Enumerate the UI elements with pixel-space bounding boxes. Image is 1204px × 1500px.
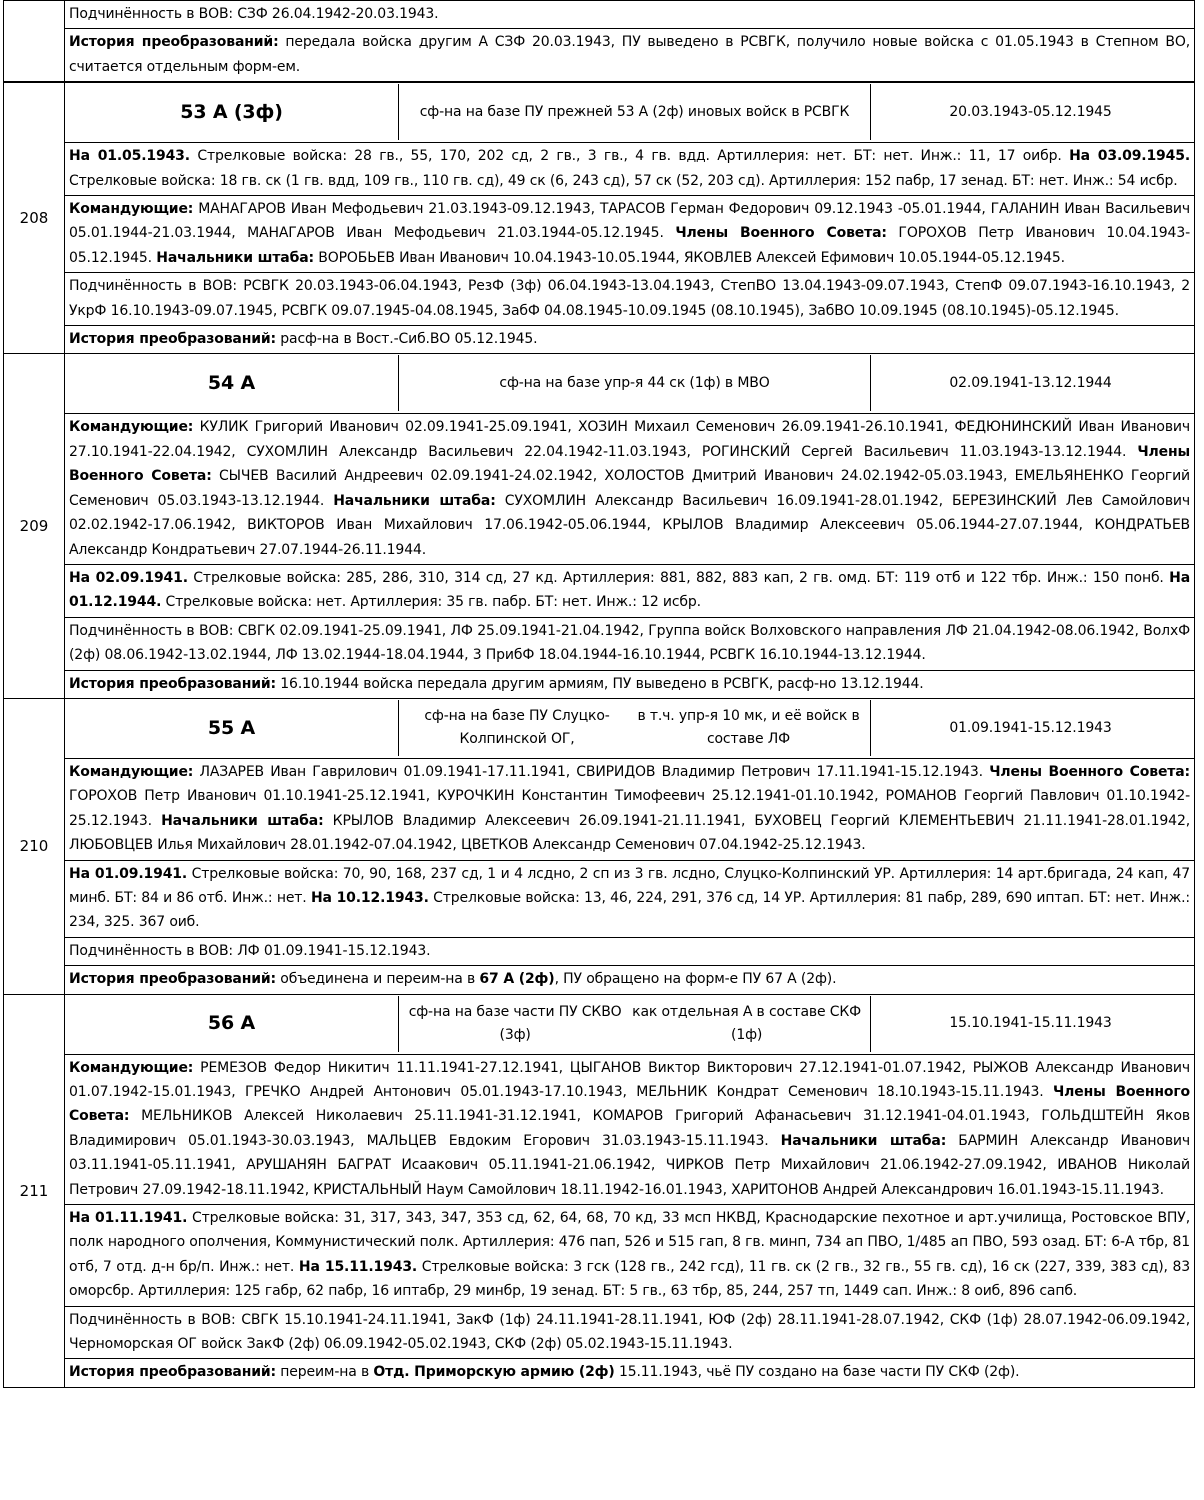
bold-label: На 02.09.1941. [69,569,188,586]
history-text [65,670,1194,698]
bold-label: На 01.12.1944. [69,569,1190,611]
formation-basis-line: сф-на на базе части ПУ СКВО (3ф) [408,1003,622,1043]
text-run: РЕМЕЗОВ Федор Никитич 11.11.1941-27.12.1941, ЦЫГАНОВ Виктор Викторович 27.12.1941-01.07.1942, РЫЖОВ Александр Иванович 01.07.1942-15.01.1943, ГРЕЧКО Андрей Антонович 05.01.1943-17.10.1943, МЕЛЬНИК Кондрат Семенович 18.10.1943-15.11.1943. [69,1059,1190,1100]
text-run: Стрелковые войска: 285, 286, 310, 314 сд, 27 кд. Артиллерия: 881, 882, 883 кап, 2 гв. омд. БТ: 119 отб и 122 тбр. Инж.: 150 понб. [187,569,1170,586]
existence-dates: 15.10.1941-15.11.1943 [949,1015,1112,1032]
text-run: МАНАГАРОВ Иван Мефодьевич 21.03.1943-09.12.1943, ТАРАСОВ Герман Федорович 09.12.1943 -05.01.1944, ГАЛАНИН Иван Васильевич 05.01.1944-21.03.1944, МАНАГАРОВ Иван Мефодьевич 21.03.1944-05.12.1945. [69,201,1190,242]
history-text [65,965,1194,993]
army-name: 53 А (3ф) [65,84,399,140]
subordination-text: Подчинённость в ВОВ: РСВГК 20.03.1943-06.04.1943, РезФ (3ф) 06.04.1943-13.04.1943, СтепВО 13.04.1943-09.07.1943, СтепФ 09.07.1943-16.10.1943, 2 УкрФ 16.10.1943-09.07.1945, РСВГК 09.07.1945-04.08.1945, ЗабФ 04.08.1945-10.09.1945 (08.10.1945), ЗабВО 10.09.1945 (08.10.1945)-05.12.1945. [65,272,1194,325]
table-row [4,1,1195,82]
document-page [3,0,1201,1388]
command-staff [65,1054,1194,1204]
bold-label: Члены Военного Совета: [69,1084,1190,1125]
bold-label: На 03.09.1945. [1069,148,1190,165]
text-run: Стрелковые войска: 70, 90, 168, 237 сд, 1 и 4 лсдно, 2 сп из 3 гв. лсдно, Слуцко-Колпинский УР. Артиллерия: 14 арт.бригада, 24 кап, 47 минб. БТ: 84 и 86 отб. Инж.: нет. [69,865,1190,906]
bold-label: 67 А (2ф) [479,971,555,988]
text-run: 16.10.1944 войска передала другим армиям, ПУ выведено в РСВГК, расф-но 13.12.1944. [276,675,924,692]
bold-label: Члены Военного Совета: [69,443,1190,485]
bold-label: Начальники штаба: [333,492,496,509]
army-name: 55 А [65,700,399,756]
army-header [65,83,1194,142]
entry-number: 211 [4,994,65,1387]
table-row [4,698,1195,994]
bold-label: Отд. Приморскую армию (2ф) [373,1364,615,1381]
text-run: расф-на в Вост.-Сиб.ВО 05.12.1945. [276,331,538,348]
text-run: , ПУ обращено на форм-е ПУ 67 А (2ф). [554,971,837,988]
formation-basis [399,996,871,1052]
entry-cell [65,994,1195,1387]
command-staff [65,413,1194,563]
existence-dates: 01.09.1941-15.12.1943 [949,719,1112,736]
command-staff [65,195,1194,272]
bold-label: Начальники штаба: [161,812,324,829]
formation-basis-line: сф-на на базе ПУ прежней 53 А (2ф) и [419,103,697,120]
entry-cell [65,698,1195,994]
text-run: Стрелковые войска: 28 гв., 55, 170, 202 сд, 2 гв., 3 гв., 4 гв. вдд. Артиллерия: нет. БТ: нет. Инж.: 11, 17 оибр. [189,148,1070,165]
entries-table [3,82,1195,1388]
formation-basis-line: сф-на на базе упр-я 44 ск (1ф) в МВО [499,374,770,391]
subordination-text: Подчинённость в ВОВ: СВГК 02.09.1941-25.09.1941, ЛФ 25.09.1941-21.04.1942, Группа войск Волховского направления ЛФ 21.04.1942-08.06.1942, ВолхФ (2ф) 08.06.1942-13.02.1944, ЛФ 13.02.1944-18.04.1944, 3 ПрибФ 18.04.1944-16.10.1944, РСВГК 16.10.1944-13.12.1944. [65,617,1194,670]
bold-label: Члены Военного Совета: [989,763,1190,780]
command-staff [65,758,1194,860]
bold-label: История преобразований: [69,971,276,988]
army-name: 56 А [65,996,399,1052]
bold-label: История преобразований: [69,675,276,692]
text-run: КУЛИК Григорий Иванович 02.09.1941-25.09.1941, ХОЗИН Михаил Семенович 26.09.1941-26.10.1941, ФЕДЮНИНСКИЙ Иван Иванович 27.10.1941-22.04.1942, СУХОМЛИН Александр Васильевич 22.04.1942-11.03.1943, РОГИНСКИЙ Сергей Васильевич 11.03.1943-13.12.1944. [69,419,1190,460]
text-run: Стрелковые войска: нет. Артиллерия: 35 гв. пабр. БТ: нет. Инж.: 12 исбр. [161,594,701,611]
subordination-text: Подчинённость в ВОВ: ЛФ 01.09.1941-15.12.1943. [65,937,1194,965]
bold-label: На 15.11.1943. [298,1258,418,1275]
subordination-text: Подчинённость в ВОВ: СЗФ 26.04.1942-20.03.1943. [69,6,439,22]
history-text [65,325,1194,353]
army-header [65,699,1194,758]
bold-label: Командующие: [69,419,194,436]
bold-label: На 01.05.1943. [69,148,190,165]
bold-label: История преобразований: [69,1364,276,1381]
bold-label: Начальники штаба: [156,249,314,266]
text-run: Стрелковые войска: 13, 46, 224, 291, 376 сд, 14 УР. Артиллерия: 81 пабр, 289, 690 иптап. БТ: нет. Инж.: 234, 325. 367 оиб. [69,889,1190,931]
text-run: ГОРОХОВ Петр Иванович 10.04.1943-05.12.1945. [69,225,1190,266]
formation-basis-line: как отдельная А в составе СКФ (1ф) [632,1003,862,1043]
text-run: 15.11.1943, чьё ПУ создано на базе части ПУ СКФ (2ф). [614,1364,1020,1381]
bold-label: На 01.09.1941. [69,865,188,882]
formation-basis-line: новых войск в РСВГК [696,103,850,120]
text-run: Стрелковые войска: 31, 317, 343, 347, 353 сд, 62, 64, 68, 70 кд, 33 мсп НКВД, Краснодарские пехотное и арт.училища, Ростовское ВПУ, полк народного ополчения, Коммунистический полк. Артиллерия: 476 пап, 526 и 515 гап, 8 гв. минп, 734 ап ПВО, 1/485 ап ПВО, 593 озад. БТ: 6-А тбр, 81 отб, 7 отд. д-н бр/п. Инж.: нет. [69,1210,1190,1275]
table-row [4,354,1195,698]
bold-label: Члены Военного Совета: [675,225,887,242]
army-name: 54 А [65,355,399,411]
history-label: История преобразований: [69,34,279,51]
text-run: Стрелковые войска: 18 гв. ск (1 гв. вдд, 109 гв., 110 гв. сд), 49 ск (6, 243 сд), 57 ск (52, 203 сд). Артиллерия: 152 пабр, 17 зенад. БТ: нет. Инж.: 54 исбр. [69,172,1178,189]
bold-label: Начальники штаба: [780,1132,947,1149]
text-run: объединена и переим-на в [276,971,480,988]
text-run: СУХОМЛИН Александр Васильевич 16.09.1941-28.01.1942, БЕРЕЗИНСКИЙ Лев Самойлович 02.02.1942-17.06.1942, ВИКТОРОВ Иван Михайлович 17.06.1942-05.06.1944, КРЫЛОВ Владимир Алексеевич 05.06.1944-27.07.1944, КОНДРАТЬЕВ Александр Кондратьевич 27.07.1944-26.11.1944. [69,492,1190,558]
forces-composition [65,142,1194,195]
history-text [65,28,1194,81]
bold-label: История преобразований: [69,331,276,348]
text-run: ГОРОХОВ Петр Иванович 01.10.1941-25.12.1941, КУРОЧКИН Константин Тимофеевич 25.12.1941-01.10.1942, РОМАНОВ Георгий Павлович 01.10.1942-25.12.1943. [69,788,1190,829]
text-run: Стрелковые войска: 3 гск (128 гв., 242 гсд), 11 гв. ск (2 гв., 32 гв., 55 гв. сд), 16 ск (227, 339, 383 сд), 83 оморсбр. Артиллерия: 125 габр, 62 пабр, 16 иптабр, 29 минбр, 19 зенад. БТ: 5 гв., 63 тбр, 85, 244, 257 тп, 1449 сап. Инж.: 8 оиб, 896 сапб. [69,1258,1191,1300]
formation-basis [399,355,871,411]
entry-number: 210 [4,698,65,994]
forces-composition [65,860,1194,937]
bold-label: Командующие: [69,1059,194,1076]
history-text [65,1358,1194,1386]
table-row [4,994,1195,1387]
text-run: ЛАЗАРЕВ Иван Гаврилович 01.09.1941-17.11.1941, СВИРИДОВ Владимир Петрович 17.11.1941-15.12.1943. [193,763,990,780]
row-number-cell [4,1,65,82]
entry-cell [65,83,1195,354]
forces-composition [65,1204,1194,1306]
history-body: передала войска другим А СЗФ 20.03.1943, ПУ выведено в РСВГК, получило новые войска с 01.05.1943 в Степном ВО, считается отдельным форм-ем. [69,34,1190,75]
existence-dates: 20.03.1943-05.12.1945 [949,104,1112,121]
entry-number: 209 [4,354,65,698]
entry-number: 208 [4,83,65,354]
formation-basis [399,700,871,756]
text-run: БАРМИН Александр Иванович 03.11.1941-05.11.1941, АРУШАНЯН БАГРАТ Исаакович 05.11.1941-21.06.1942, ЧИРКОВ Петр Михайлович 21.06.1942-27.09.1942, ИВАНОВ Николай Петрович 27.09.1942-18.11.1942, КРИСТАЛЬНЫЙ Наум Самойлович 18.11.1942-16.01.1943, ХАРИТОНОВ Андрей Александрович 16.01.1943-15.11.1943. [69,1132,1190,1198]
armies-table [3,0,1195,82]
formation-basis-line: сф-на на базе ПУ Слуцко-Колпинской ОГ, [424,707,610,747]
bold-label: На 10.12.1943. [310,889,429,906]
entry-cell [65,354,1195,698]
subordination-text: Подчинённость в ВОВ: СВГК 15.10.1941-24.11.1941, ЗакФ (1ф) 24.11.1941-28.11.1941, ЮФ (2ф) 28.11.1941-28.07.1942, СКФ (1ф) 28.07.1942-06.09.1942, Черноморская ОГ войск ЗакФ (2ф) 06.09.1942-05.02.1943, СКФ (2ф) 05.02.1943-15.11.1943. [65,1306,1194,1359]
bold-label: На 01.11.1941. [69,1210,188,1227]
text-run: СЫЧЕВ Василий Андреевич 02.09.1941-24.02.1942, ХОЛОСТОВ Дмитрий Иванович 24.02.1942-05.03.1943, ЕМЕЛЬЯНЕНКО Георгий Семенович 05.03.1943-13.12.1944. [69,468,1190,509]
text-run: переим-на в [276,1364,374,1381]
existence-dates: 02.09.1941-13.12.1944 [949,375,1112,392]
text-run: ВОРОБЬЕВ Иван Иванович 10.04.1943-10.05.1944, ЯКОВЛЕВ Алексей Ефимович 10.05.1944-05.12.1945. [313,249,1065,266]
entry-cell [65,1,1195,82]
forces-composition [65,564,1194,617]
bold-label: Командующие: [69,201,194,218]
table-row [4,83,1195,354]
bold-label: Командующие: [69,763,194,780]
army-header [65,995,1194,1054]
formation-basis-line: в т.ч. упр-я 10 мк, и её войск в составе ЛФ [637,707,860,747]
text-run: КРЫЛОВ Владимир Алексеевич 26.09.1941-21.11.1941, БУХОВЕЦ Георгий КЛЕМЕНТЬЕВИЧ 21.11.1941-28.01.1942, ЛЮБОВЦЕВ Илья Михайлович 28.01.1942-07.04.1942, ЦВЕТКОВ Александр Семенович 07.04.1942-25.12.1943. [69,812,1190,854]
army-header [65,354,1194,413]
formation-basis [399,84,871,140]
text-run: МЕЛЬНИКОВ Алексей Николаевич 25.11.1941-31.12.1941, КОМАРОВ Григорий Афанасьевич 31.12.1941-04.01.1943, ГОЛЬДШТЕЙН Яков Владимирович 05.01.1943-30.03.1943, МАЛЬЦЕВ Евдоким Егорович 31.03.1943-15.11.1943. [69,1108,1190,1149]
